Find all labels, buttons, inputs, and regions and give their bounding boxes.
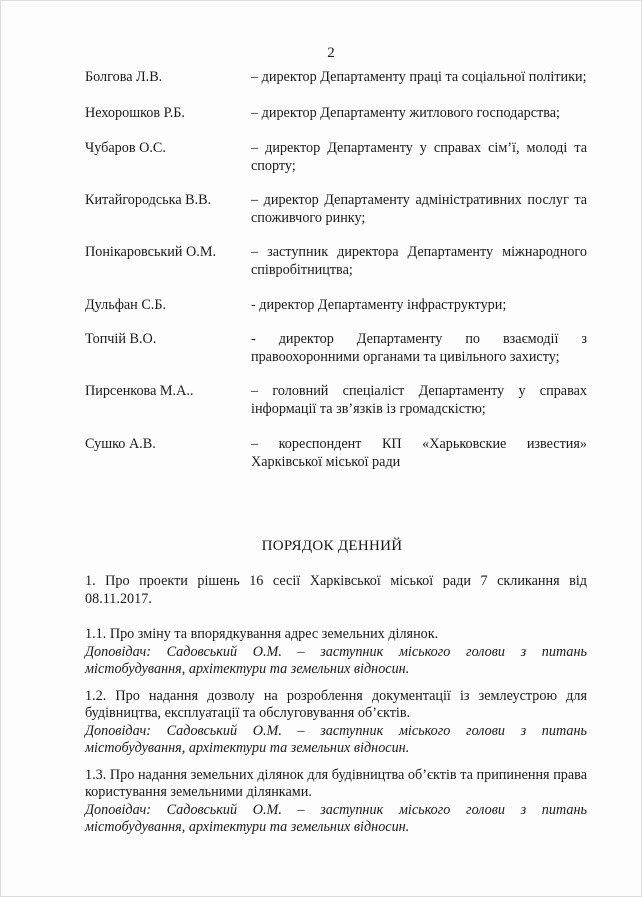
attendee-role: - директор Департаменту інфраструктури; [251, 297, 507, 313]
attendee-name: Сушко А.В. [85, 436, 156, 452]
agenda-subitem-speaker: Доповідач: Садовський О.М. – заступник міського голови з питань містобудування, архітектури та земельних відносин. [85, 643, 587, 677]
agenda-subitem-title: 1.1. Про зміну та впорядкування адрес земельних ділянок. [85, 626, 439, 642]
attendee-name: Пирсенкова М.А.. [85, 383, 194, 399]
attendee-role: – директор Департаменту у справах сім’ї, молоді та спорту; [251, 140, 587, 174]
attendee-name: Болгова Л.В. [85, 69, 163, 85]
attendee-row [85, 139, 587, 175]
attendee-role: - директор Департаменту по взаємодії з правоохоронними органами та цивільного захисту; [251, 331, 587, 365]
attendee-role: – директор Департаменту праці та соціальної політики; [251, 69, 587, 85]
agenda-subitem-speaker: Доповідач: Садовський О.М. – заступник міського голови з питань містобудування, архітектури та земельних відносин. [85, 801, 587, 835]
agenda-subitem-speaker: Доповідач: Садовський О.М. – заступник міського голови з питань містобудування, архітектури та земельних відносин. [85, 722, 587, 756]
agenda-subitem [85, 688, 587, 758]
attendee-role: – директор Департаменту житлового господарства; [251, 105, 560, 121]
attendee-role: – головний спеціаліст Департаменту у справах інформації та зв’язків із громадскістю; [251, 383, 587, 417]
agenda-main-item: 1. Про проекти рішень 16 сесії Харківської міської ради 7 скликання від 08.11.2017. [85, 573, 587, 607]
attendee-name: Чубаров О.С. [85, 140, 166, 156]
attendee-row [85, 330, 587, 366]
attendee-role: – кореспондент КП «Харьковские известия» Харківської міської ради [251, 436, 587, 470]
agenda-subitem [85, 626, 587, 679]
attendee-row [85, 243, 587, 279]
agenda-subitem-title: 1.2. Про надання дозволу на розроблення документації із землеустрою для будівництва, експлуатації та обслуговування об’єктів. [85, 687, 587, 721]
attendee-row [85, 296, 587, 314]
agenda-body [85, 573, 587, 846]
attendee-row [85, 104, 587, 122]
agenda-subitem-title: 1.3. Про надання земельних ділянок для будівництва об’єктів та припинення права користування земельними ділянками. [85, 766, 587, 800]
attendee-row [85, 382, 587, 418]
attendee-name: Понікаровський О.М. [85, 244, 216, 260]
attendee-name: Китайгородська В.В. [85, 192, 212, 208]
attendee-list [85, 68, 587, 471]
attendee-role: – директор Департаменту адміністративних послуг та споживчого ринку; [251, 192, 587, 226]
attendee-name: Топчій В.О. [85, 331, 157, 347]
attendee-role: – заступник директора Департаменту міжнародного співробітництва; [251, 244, 587, 278]
attendee-name: Дульфан С.Б. [85, 297, 167, 313]
page-number: 2 [327, 45, 335, 61]
attendee-row [85, 435, 587, 471]
agenda-title: ПОРЯДОК ДЕННИЙ [261, 538, 403, 554]
agenda-subitem [85, 767, 587, 837]
attendee-row [85, 68, 587, 86]
attendee-row [85, 191, 587, 227]
attendee-name: Нехорошков Р.Б. [85, 105, 185, 121]
